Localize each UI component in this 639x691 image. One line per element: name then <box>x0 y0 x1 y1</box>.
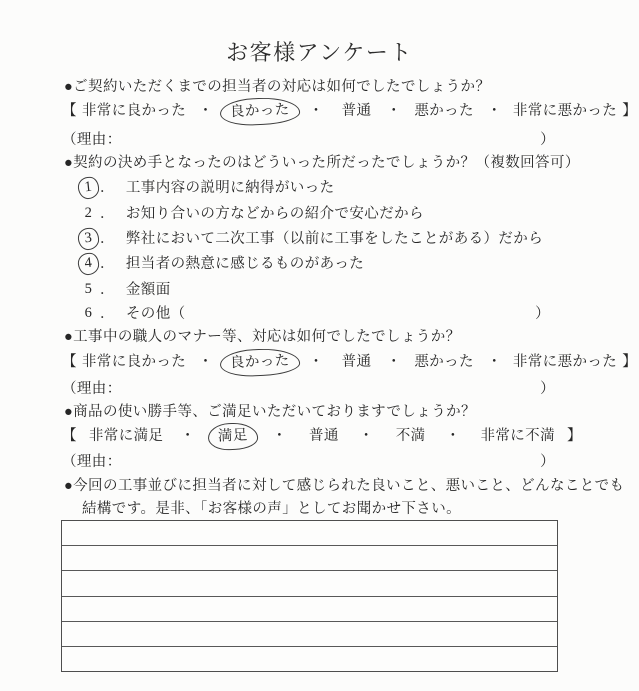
comment-row <box>62 521 557 545</box>
number-separator: ． <box>100 231 115 247</box>
q2-item-4 <box>78 253 364 275</box>
comment-row <box>62 621 557 646</box>
comment-row <box>62 596 557 621</box>
bracket-close: 】 <box>566 428 582 444</box>
q5-heading-line1: ●今回の工事並びに担当者に対して感じられた良いこと、悪いこと、どんなことでも <box>64 478 625 494</box>
q2-item-3-text: 弊社において二次工事（以前に工事をしたことがある）だから <box>125 231 544 247</box>
q3-options-row <box>62 352 637 372</box>
separator-dot: ・ <box>386 103 402 119</box>
q3-option-1: 非常に良かった <box>81 354 187 370</box>
q1-heading: ●ご契約いただくまでの担当者の対応は如何でしたでしょうか？ <box>64 79 491 95</box>
q4-option-2-selected: 満足 <box>217 426 249 445</box>
comment-box <box>61 520 558 672</box>
number-separator: ． <box>100 306 115 322</box>
reason-label: （理由： <box>62 454 122 470</box>
q1-option-3: 普通 <box>341 103 372 119</box>
q2-item-5 <box>78 279 171 301</box>
separator-dot: ・ <box>358 428 374 444</box>
q4-options-row <box>62 426 582 446</box>
bracket-close: 】 <box>622 354 638 370</box>
q1-option-1: 非常に良かった <box>81 103 187 119</box>
separator-dot: ・ <box>180 428 196 444</box>
q1-option-4: 悪かった <box>414 103 474 119</box>
reason-label: （理由： <box>62 132 122 148</box>
q3-option-2-selected: 良かった <box>229 352 291 371</box>
q3-heading: ●工事中の職人のマナー等、対応は如何でしたでしょうか？ <box>64 329 461 345</box>
bracket-open: 【 <box>62 354 77 370</box>
close-paren: ） <box>540 381 555 397</box>
separator-dot: ・ <box>445 428 461 444</box>
q2-item-1-text: 工事内容の説明に納得がいった <box>125 180 335 196</box>
q3-option-5: 非常に悪かった <box>512 354 618 370</box>
separator-dot: ・ <box>486 103 502 119</box>
handdrawn-circle-q1 <box>220 96 301 126</box>
comment-row <box>62 646 557 671</box>
number-separator: ． <box>100 256 115 272</box>
close-paren: ） <box>540 132 555 148</box>
circled-number-annotation: 3 <box>77 227 100 251</box>
q1-options-row <box>62 101 637 121</box>
q4-option-4: 不満 <box>395 428 426 444</box>
q1-reason-row <box>62 130 555 150</box>
q1-option-2-selected: 良かった <box>229 101 291 120</box>
item-number: 6 <box>84 305 93 321</box>
separator-dot: ・ <box>308 103 324 119</box>
close-paren: ） <box>535 306 550 322</box>
q4-option-5: 非常に不満 <box>480 428 555 444</box>
circled-number-annotation: 1 <box>77 176 100 200</box>
reason-label: （理由： <box>62 381 122 397</box>
comment-row <box>62 545 557 570</box>
q2-heading: ●契約の決め手となったのはどういった所だったでしょうか？（複数回答可） <box>64 155 580 171</box>
q4-heading: ●商品の使い勝手等、ご満足いただいておりますでしょうか？ <box>64 404 476 420</box>
number-separator: ． <box>100 282 115 298</box>
comment-row <box>62 570 557 595</box>
item-number: 2 <box>84 205 93 221</box>
bracket-close: 】 <box>622 103 638 119</box>
bracket-open: 【 <box>62 428 77 444</box>
bracket-open: 【 <box>62 103 77 119</box>
q2-item-4-text: 担当者の熱意に感じるものがあった <box>125 256 365 272</box>
q2-item-2-text: お知り合いの方などからの紹介で安心だから <box>125 206 424 222</box>
separator-dot: ・ <box>308 354 324 370</box>
q1-option-5: 非常に悪かった <box>512 103 618 119</box>
page-title: お客様アンケート <box>226 41 413 66</box>
handdrawn-circle-q3 <box>220 347 301 377</box>
number-separator: ． <box>100 206 115 222</box>
q3-option-4: 悪かった <box>414 354 474 370</box>
q3-option-3: 普通 <box>341 354 372 370</box>
separator-dot: ・ <box>272 428 288 444</box>
separator-dot: ・ <box>198 354 214 370</box>
q2-item-5-text: 金額面 <box>125 282 171 298</box>
separator-dot: ・ <box>198 103 214 119</box>
q2-item-6-text: その他（ <box>125 306 186 322</box>
separator-dot: ・ <box>486 354 502 370</box>
q4-option-3: 普通 <box>309 428 339 444</box>
handdrawn-circle-q4 <box>208 421 259 450</box>
q5-heading-line2: 結構です。是非、「お客様の声」としてお聞かせ下さい。 <box>82 501 461 517</box>
q3-reason-row <box>62 379 555 399</box>
q2-item-2 <box>78 203 424 225</box>
q2-item-1 <box>78 177 335 199</box>
q4-option-1: 非常に満足 <box>88 428 164 444</box>
item-number: 5 <box>84 281 93 297</box>
q2-item-3 <box>78 228 543 250</box>
q4-reason-row <box>62 452 555 472</box>
circled-number-annotation: 4 <box>77 252 100 276</box>
separator-dot: ・ <box>386 354 402 370</box>
q2-item-6 <box>78 303 550 325</box>
number-separator: ． <box>100 180 115 196</box>
close-paren: ） <box>540 454 555 470</box>
